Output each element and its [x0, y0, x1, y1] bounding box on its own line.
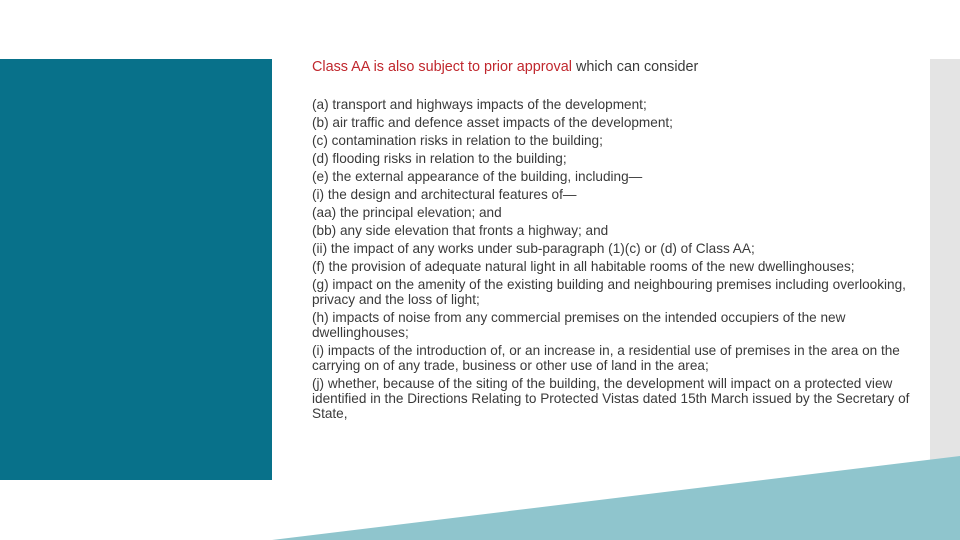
intro-rest: which can consider	[571, 59, 699, 75]
list-item: (g) impact on the amenity of the existing building and neighbouring premises including overlooking, privacy and the loss of light;	[312, 277, 906, 307]
list-item: (ii) the impact of any works under sub-paragraph (1)(c) or (d) of Class AA;	[312, 241, 755, 256]
list-item: (a) transport and highways impacts of the development;	[312, 97, 647, 112]
list-item: (i) impacts of the introduction of, or an increase in, a residential use of premises in the area on the carrying on of any trade, business or other use of land in the area;	[312, 343, 900, 373]
condition-list	[312, 97, 912, 421]
intro-highlight: Class AA is also subject to prior approval	[312, 59, 572, 75]
list-item: (j) whether, because of the siting of the building, the development will impact on a protected view identified in the Directions Relating to Protected Vistas dated 15th March issued by the Secretary of State,	[312, 376, 910, 421]
list-item: (i) the design and architectural features of—	[312, 187, 577, 202]
accent-wedge	[272, 456, 960, 540]
list-item: (c) contamination risks in relation to the building;	[312, 133, 603, 148]
intro-line	[312, 59, 912, 76]
list-item: (bb) any side elevation that fronts a highway; and	[312, 223, 609, 238]
list-item: (h) impacts of noise from any commercial premises on the intended occupiers of the new dwellinghouses;	[312, 310, 846, 340]
text-body	[312, 59, 912, 424]
list-item: (d) flooding risks in relation to the building;	[312, 151, 567, 166]
list-item: (b) air traffic and defence asset impacts of the development;	[312, 115, 673, 130]
list-item: (f) the provision of adequate natural light in all habitable rooms of the new dwellinghouses;	[312, 259, 855, 274]
list-item: (aa) the principal elevation; and	[312, 205, 502, 220]
list-item: (e) the external appearance of the building, including—	[312, 169, 643, 184]
